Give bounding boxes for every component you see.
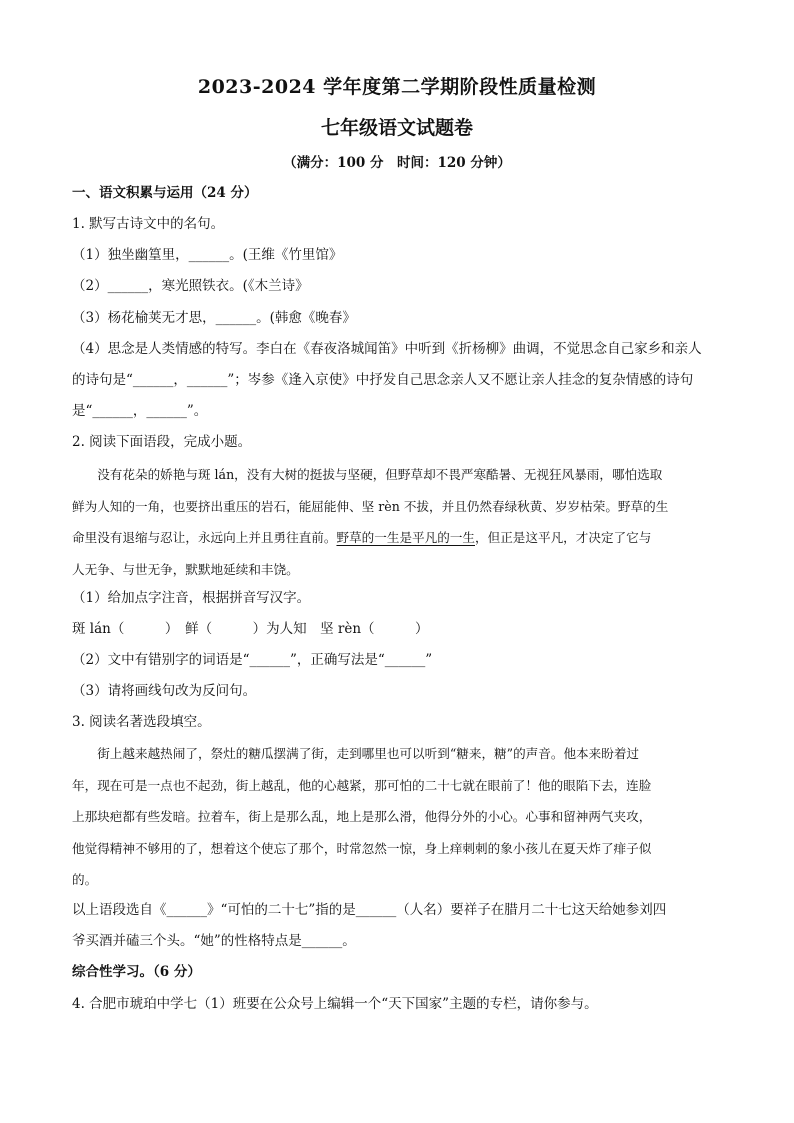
question-2-sub2: （2）文中有错别字的词语是“______”，正确写法是“______”: [72, 652, 433, 668]
question-3-passage: [72, 738, 724, 896]
passage-text: 命里没有退缩与忍让，永远向上并且勇往直前。: [72, 530, 337, 545]
question-4-stem: 4. 合肥市琥珀中学七（1）班要在公众号上编辑一个“天下国家”主题的专栏，请你参与。: [72, 996, 598, 1012]
section-heading-1: 一、语文积累与运用（24 分）: [72, 185, 258, 201]
question-2-sub1: （1）给加点字注音，根据拼音写汉字。: [72, 590, 311, 606]
passage-line: 上那块疤都有些发暗。拉着车，街上是那么乱，地上是那么滑，他得分外的小心。心事和留神两气夹攻，: [72, 809, 652, 824]
question-3-fill: 爷买酒并磕三个头。“她”的性格特点是______。: [72, 933, 356, 949]
passage-line: 街上越来越热闹了，祭灶的糖瓜摆满了街，走到哪里也可以听到“糖来，糖”的声音。他本来盼着过: [72, 746, 640, 761]
question-1-item: （4）思念是人类情感的特写。李白在《春夜洛城闻笛》中听到《折杨柳》曲调，不觉思念自己家乡和亲人: [72, 341, 702, 357]
pinyin-fill-line: 斑 lán（ ） 鲜（ ）为人知 坚 rèn（ ）: [72, 621, 429, 637]
question-2-passage: [72, 459, 724, 585]
question-3-fill: 以上语段选自《______》“可怕的二十七”指的是______（人名）要祥子在腊月二十七这天给她参刘四: [72, 902, 667, 918]
passage-line: 他觉得精神不够用的了，想着这个使忘了那个，时常忽然一惊，身上痒刺刺的象小孩儿在夏天炸了痱子似: [72, 840, 652, 856]
question-2-sub3: （3）请将画线句改为反问句。: [72, 683, 257, 699]
passage-line: [72, 522, 724, 554]
passage-line: 没有花朵的娇艳与斑 lán，没有大树的挺拔与坚硬，但野草却不畏严寒酷暑、无视狂风暴雨，哪怕选取: [72, 467, 663, 482]
question-1-item: （1）独坐幽篁里，______。(王维《竹里馆》: [72, 247, 343, 263]
question-3-stem: 3. 阅读名著选段填空。: [72, 714, 211, 730]
question-1-item: （2）______，寒光照铁衣。(《木兰诗》: [72, 278, 309, 294]
question-1-item: 是“______，______”。: [72, 403, 208, 419]
page-subtitle: 七年级语文试题卷: [320, 117, 473, 139]
page-title: 2023-2024 学年度第二学期阶段性质量检测: [197, 76, 597, 98]
passage-text: ，但正是这平凡，才决定了它与: [475, 530, 652, 545]
underlined-sentence: 野草的一生是平凡的一生: [336, 530, 475, 545]
passage-line: 年，现在可是一点也不起劲，街上越乱，他的心越紧，那可怕的二十七就在眼前了！他的眼陷下去，连脸: [72, 777, 652, 793]
question-1-item: 的诗句是“______，______”；岑参《逢入京使》中抒发自己思念亲人又不愿让亲人挂念的复杂情感的诗句: [72, 372, 694, 388]
question-2-stem: 2. 阅读下面语段，完成小题。: [72, 434, 252, 450]
passage-line: 人无争、与世无争，默默地延续和丰饶。: [72, 561, 299, 577]
passage-line: 鲜为人知的一角，也要挤出重压的岩石，能屈能伸、坚 rèn 不拔，并且仍然春绿秋黄、岁岁枯荣。野草的生: [72, 498, 669, 514]
exam-meta: （满分：100 分 时间：120 分钟）: [283, 155, 511, 171]
section-heading-2: 综合性学习。（6 分）: [72, 964, 201, 980]
passage-line: 的。: [72, 872, 98, 887]
question-1-item: （3）杨花榆荚无才思，______。(韩愈《晚春》: [72, 310, 356, 326]
question-1-stem: 1. 默写古诗文中的名句。: [72, 216, 225, 232]
